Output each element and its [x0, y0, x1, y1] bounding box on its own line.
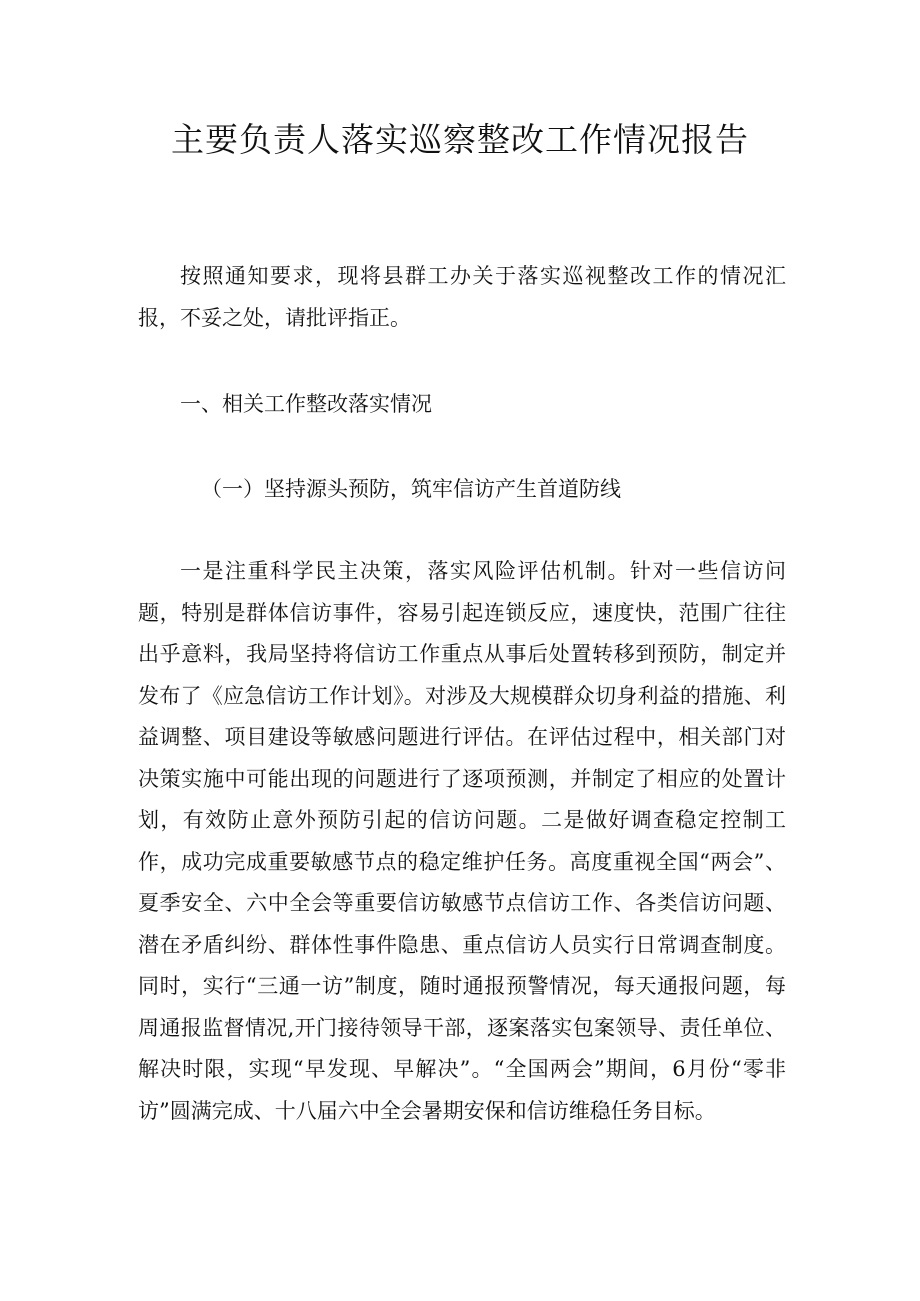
intro-paragraph: 按照通知要求，现将县群工办关于落实巡视整改工作的情况汇报，不妥之处，请批评指正。: [138, 264, 786, 330]
section-heading-1: 一、相关工作整改落实情况: [180, 392, 432, 416]
document-title: 主要负责人落实巡察整改工作情况报告: [171, 120, 749, 159]
subsection-heading-1: （一）坚持源头预防，筑牢信访产生首道防线: [201, 477, 621, 501]
body-paragraph-1: 一是注重科学民主决策，落实风险评估机制。针对一些信访问题，特别是群体信访事件，容易引起连锁反应，速度快，范围广往往出乎意料，我局坚持将信访工作重点从事后处置转移到预防，制定并发布了《应急信访工作计划》。对涉及大规模群众切身利益的措施、利益调整、项目建设等敏感问题进行评估。在评估过程中，相关部门对决策实施中可能出现的问题进行了逐项预测，并制定了相应的处置计划，有效防止意外预防引起的信访问题。二是做好调查稳定控制工作，成功完成重要敏感节点的稳定维护任务。高度重视全国“两会”、夏季安全、六中全会等重要信访敏感节点信访工作、各类信访问题、潜在矛盾纠纷、群体性事件隐患、重点信访人员实行日常调查制度。同时，实行“三通一访”制度，随时通报预警情况，每天通报问题，每周通报监督情况,开门接待领导干部，逐案落实包案领导、责任单位、解决时限，实现“早发现、早解决”。“全国两会”期间，6月份“零非访”圆满完成、十八届六中全会暑期安保和信访维稳任务目标。: [138, 559, 786, 1123]
